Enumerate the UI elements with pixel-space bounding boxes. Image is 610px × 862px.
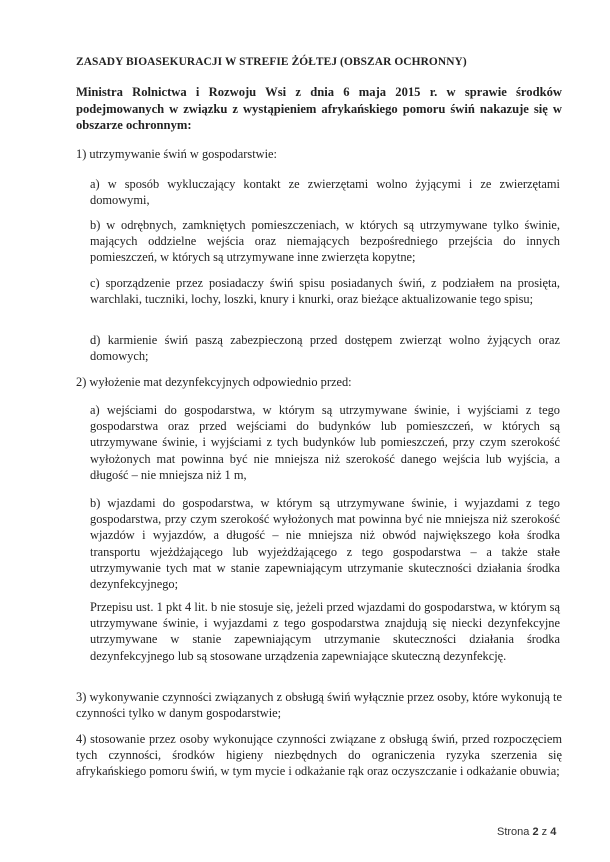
item-1c: c) sporządzenie przez posiadaczy świń spisu posiadanych świń, z podziałem na prosięta, warchlaki, tuczniki, lochy, loszki, knury i knurki, oraz bieżące aktualizowanie tego spisu; <box>90 276 560 307</box>
page-number <box>497 826 556 838</box>
item-1d: d) karmienie świń paszą zabezpieczoną przed dostępem zwierząt wolno żyjących oraz domowych; <box>90 333 560 364</box>
item-1-heading: 1) utrzymywanie świń w gospodarstwie: <box>76 147 277 161</box>
item-1b: b) w odrębnych, zamkniętych pomieszczeniach, w których są utrzymywane tylko świnie, mających oddzielne wejścia oraz niemających bezpośredniego przejścia do innych pomieszczeń, w których są utrzymywane inne zwierzęta kopytne; <box>90 218 560 265</box>
document-title: ZASADY BIOASEKURACJI W STREFIE ŻÓŁTEJ (OBSZAR OCHRONNY) <box>76 56 467 68</box>
page-label: Strona <box>497 826 530 838</box>
item-2-note: Przepisu ust. 1 pkt 4 lit. b nie stosuje się, jeżeli przed wjazdami do gospodarstwa, w którym są utrzymywane świnie, i wyjazdami z tego gospodarstwa znajdują się niecki dezynfekcyjne utrzymywane w stanie zapewniającym utrzymanie skuteczności działania środka dezynfekcyjnego lub są stosowane urządzenia zapewniające skuteczną dezynfekcję. <box>90 600 560 663</box>
item-3: 3) wykonywanie czynności związanych z obsługą świń wyłącznie przez osoby, które wykonują te czynności tylko w danym gospodarstwie; <box>76 690 562 721</box>
item-2-heading: 2) wyłożenie mat dezynfekcyjnych odpowiednio przed: <box>76 375 352 389</box>
item-2a: a) wejściami do gospodarstwa, w którym są utrzymywane świnie, i wyjściami z tego gospodarstwa oraz przed wejściami do budynków lub pomieszczeń, w których są utrzymywane świnie, i wyjściami z tych budynków lub pomieszczeń, przy czym szerokość wyłożonych mat powinna być nie mniejsza niż szerokość danego wejścia lub wyjścia, a długość – nie mniejsza niż 1 m, <box>90 403 560 482</box>
item-1a: a) w sposób wykluczający kontakt ze zwierzętami wolno żyjącymi i ze zwierzętami domowymi, <box>90 177 560 208</box>
page-current: 2 <box>532 826 539 838</box>
page-total: 4 <box>550 826 557 838</box>
item-4: 4) stosowanie przez osoby wykonujące czynności związane z obsługą świń, przed rozpoczęciem tych czynności, środków higieny niezbędnych do ograniczenia ryzyka szerzenia się afrykańskiego pomoru świń, w tym mycie i odkażanie rąk oraz oczyszczanie i odkażanie obuwia; <box>76 732 562 779</box>
page-separator: z <box>541 826 548 838</box>
intro-paragraph: Ministra Rolnictwa i Rozwoju Wsi z dnia 6 maja 2015 r. w sprawie środków podejmowanych w związku z wystąpieniem afrykańskiego pomoru świń nakazuje się w obszarze ochronnym: <box>76 85 562 132</box>
item-2b: b) wjazdami do gospodarstwa, w którym są utrzymywane świnie, i wyjazdami z tego gospodarstwa, przy czym szerokość wyłożonych mat powinna być nie mniejsza niż szerokość wjazdów i wyjazdów, a długość – nie mniejsza niż obwód największego koła środka transportu wjeżdżającego lub wyjeżdżającego z tego gospodarstwa – a także stałe utrzymywanie tych mat w stanie zapewniającym utrzymanie skuteczności działania środka dezynfekcyjnego; <box>90 496 560 592</box>
